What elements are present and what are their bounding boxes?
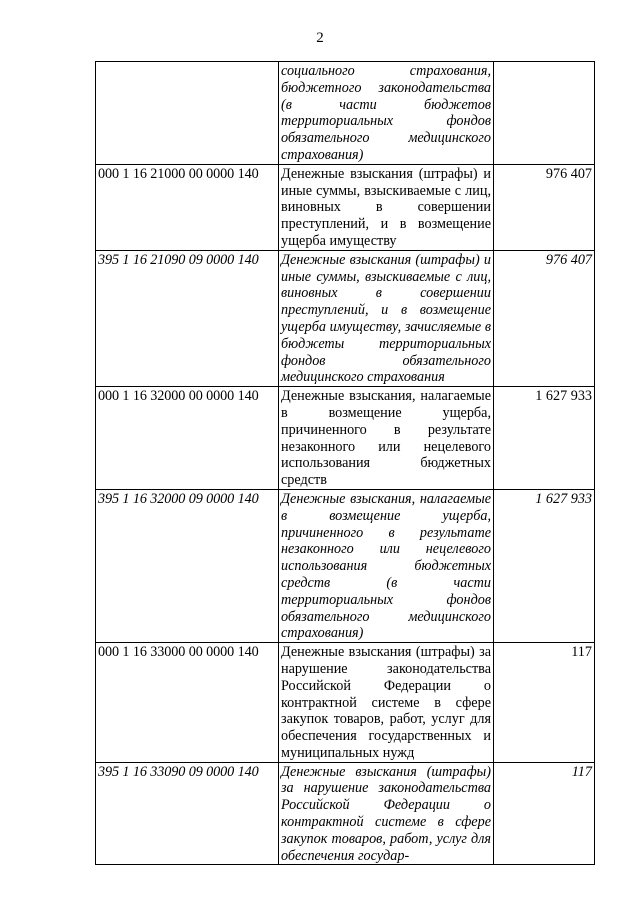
table-row: [96, 387, 595, 490]
revenue-code-cell: 000 1 16 32000 00 0000 140: [96, 387, 279, 490]
budget-revenue-table: [95, 61, 595, 865]
table-row: [96, 250, 595, 386]
table-row: [96, 643, 595, 763]
revenue-name-cell: Денежные взыскания, налагаемые в возмещение ущерба, причиненного в результате незаконного или нецелевого использования бюджетных средств (в части территориальных фондов обязательного медицинского страхования): [279, 489, 494, 642]
revenue-code-cell: 395 1 16 33090 09 0000 140: [96, 762, 279, 865]
amount-cell: 1 627 933: [494, 387, 595, 490]
revenue-name-cell: Денежные взыскания (штрафы) и иные суммы, взыскиваемые с лиц, виновных в совершении преступлений, и в возмещение ущерба имуществу, зачисляемые в бюджеты территориальных фондов обязательного медицинского страхования: [279, 250, 494, 386]
revenue-name-cell: Денежные взыскания (штрафы) за нарушение законодательства Российской Федерации о контрактной системе в сфере закупок товаров, работ, услуг для обеспечения государ-: [279, 762, 494, 865]
page-number: 2: [316, 30, 324, 46]
revenue-name-cell: Денежные взыскания, налагаемые в возмещение ущерба, причиненного в результате незаконного или нецелевого использования бюджетных средств: [279, 387, 494, 490]
revenue-code-cell: [96, 62, 279, 165]
table-row: [96, 62, 595, 165]
revenue-code-cell: 000 1 16 33000 00 0000 140: [96, 643, 279, 763]
revenue-code-cell: 395 1 16 21090 09 0000 140: [96, 250, 279, 386]
revenue-code-cell: 395 1 16 32000 09 0000 140: [96, 489, 279, 642]
table-row: [96, 489, 595, 642]
revenue-name-cell: социального страхования, бюджетного законодательства (в части бюджетов территориальных фондов обязательного медицинского страхования): [279, 62, 494, 165]
revenue-code-cell: 000 1 16 21000 00 0000 140: [96, 164, 279, 250]
amount-cell: 976 407: [494, 250, 595, 386]
revenue-name-cell: Денежные взыскания (штрафы) за нарушение законодательства Российской Федерации о контрактной системе в сфере закупок товаров, работ, услуг для обеспечения государственных и муниципальных нужд: [279, 643, 494, 763]
amount-cell: 1 627 933: [494, 489, 595, 642]
amount-cell: [494, 62, 595, 165]
table-row: [96, 164, 595, 250]
table-row: [96, 762, 595, 865]
amount-cell: 976 407: [494, 164, 595, 250]
amount-cell: 117: [494, 762, 595, 865]
amount-cell: 117: [494, 643, 595, 763]
revenue-name-cell: Денежные взыскания (штрафы) и иные суммы, взыскиваемые с лиц, виновных в совершении преступлений, и в возмещение ущерба имуществу: [279, 164, 494, 250]
